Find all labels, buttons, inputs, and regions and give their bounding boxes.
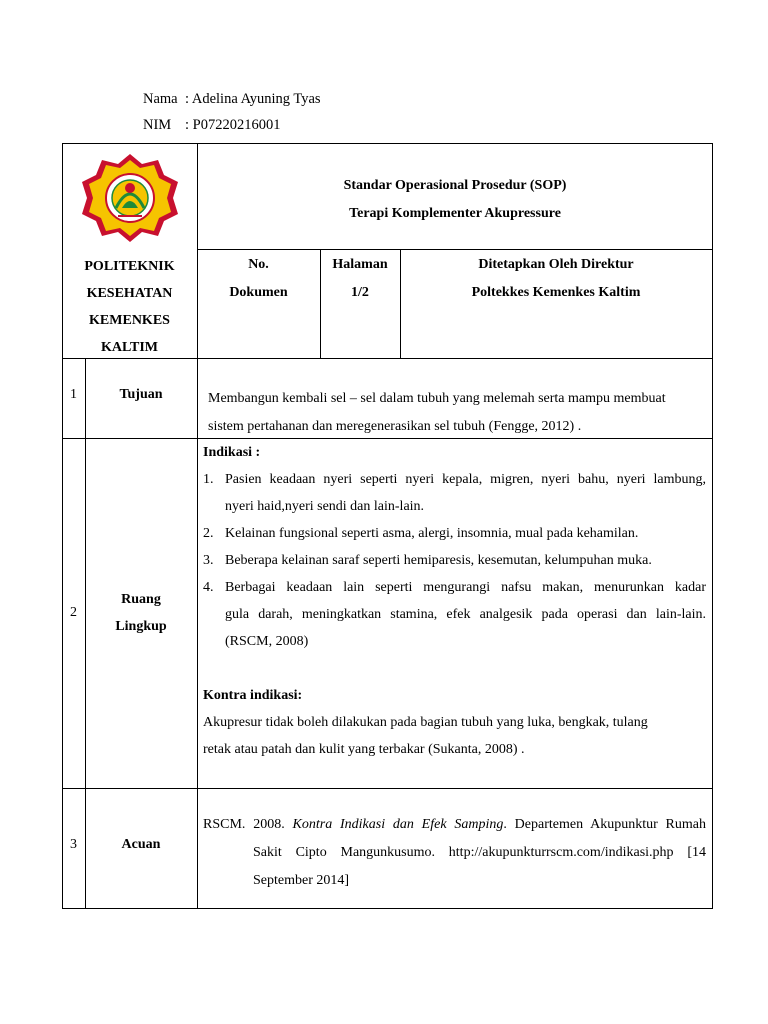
institution-line-1: POLITEKNIK [84,259,175,274]
nim-label: NIM [143,117,172,133]
kontra-line-2: retak atau patah dan kulit yang terbakar (Sukanta, 2008) . [203,742,525,757]
doc-number-label-1: No. [248,257,269,272]
nim-row [143,117,280,134]
item-3-num: 3. [203,553,214,568]
item-1-num: 1. [203,472,214,487]
item-1-line-2: nyeri haid,nyeri sendi dan lain-lain. [225,499,425,514]
item-4-num: 4. [203,580,214,595]
name-label: Nama [143,91,178,107]
acuan-ref-a: RSCM. 2008. [203,817,293,832]
item-2-line-1: Kelainan fungsional seperti asma, alergi, insomnia, mual pada kehamilan. [225,526,639,541]
doc-number-cell [197,251,320,307]
acuan-line-2: Sakit Cipto Mangunkusumo. http://akupunkturrscm.com/indikasi.php [14 [253,845,706,860]
acuan-ref-b: . Departemen Akupunktur Rumah [503,817,706,832]
row-1-label: Tujuan [119,387,163,402]
indikasi-item-3 [203,547,706,574]
institution-line-4: KALTIM [100,340,159,355]
row-3-number: 3 [70,837,77,852]
institution-name [62,253,197,361]
approved-line-2: Poltekkes Kemenkes Kaltim [471,285,641,300]
tujuan-line-2: sistem pertahanan dan meregenerasikan sel tubuh (Fengge, 2012) . [208,419,582,434]
indikasi-item-1 [203,466,706,520]
kontra-line-1: Akupresur tidak boleh dilakukan pada bagian tubuh yang luka, bengkak, tulang [203,715,648,730]
row-2-label-2: Lingkup [115,619,167,634]
row-3-label: Acuan [121,837,161,852]
item-1-line-1: Pasien keadaan nyeri seperti nyeri kepala, migren, nyeri bahu, nyeri lambung, [225,472,706,487]
kontra-title: Kontra indikasi: [203,688,303,703]
sop-title: Standar Operasional Prosedur (SOP) [343,178,567,193]
row-2-label [85,586,197,640]
name-value: : Adelina Ayuning Tyas [185,91,321,107]
row-3-content [203,811,706,895]
doc-number-label-2: Dokumen [229,285,288,300]
sop-title-block [197,172,713,228]
row-1-content [208,385,706,441]
nim-value: : P07220216001 [185,117,281,133]
acuan-line-3: September 2014] [253,873,350,888]
item-2-num: 2. [203,526,214,541]
institution-line-2: KESEHATAN [86,286,173,301]
item-4-line-3: (RSCM, 2008) [225,634,309,649]
row-2-label-1: Ruang [121,592,161,607]
approved-cell [400,251,712,307]
indikasi-title: Indikasi : [203,445,261,460]
indikasi-item-4 [203,574,706,655]
name-row [143,91,321,108]
approved-line-1: Ditetapkan Oleh Direktur [478,257,634,272]
item-4-line-1: Berbagai keadaan lain seperti mengurangi nafsu makan, menurunkan kadar [225,580,706,595]
sop-subtitle: Terapi Komplementer Akupressure [349,206,561,221]
acuan-ref-title: Kontra Indikasi dan Efek Samping [292,817,504,832]
row-2-number: 2 [70,605,77,620]
item-4-line-2: gula darah, meningkatkan stamina, efek analgesik pada operasi dan lain-lain. [225,607,706,622]
institution-line-3: KEMENKES [89,313,170,328]
item-3-line-1: Beberapa kelainan saraf seperti hemiparesis, kesemutan, kelumpuhan muka. [225,553,652,568]
acuan-line-1 [203,811,706,839]
tujuan-line-1: Membangun kembali sel – sel dalam tubuh yang melemah serta mampu membuat [208,391,666,406]
indikasi-item-2 [203,520,706,547]
institution-seal-icon [78,150,182,246]
page-value: 1/2 [351,285,369,300]
page-cell [320,251,400,307]
row-1-number: 1 [70,387,77,402]
page-label: Halaman [332,257,388,272]
row-2-content [203,439,706,763]
